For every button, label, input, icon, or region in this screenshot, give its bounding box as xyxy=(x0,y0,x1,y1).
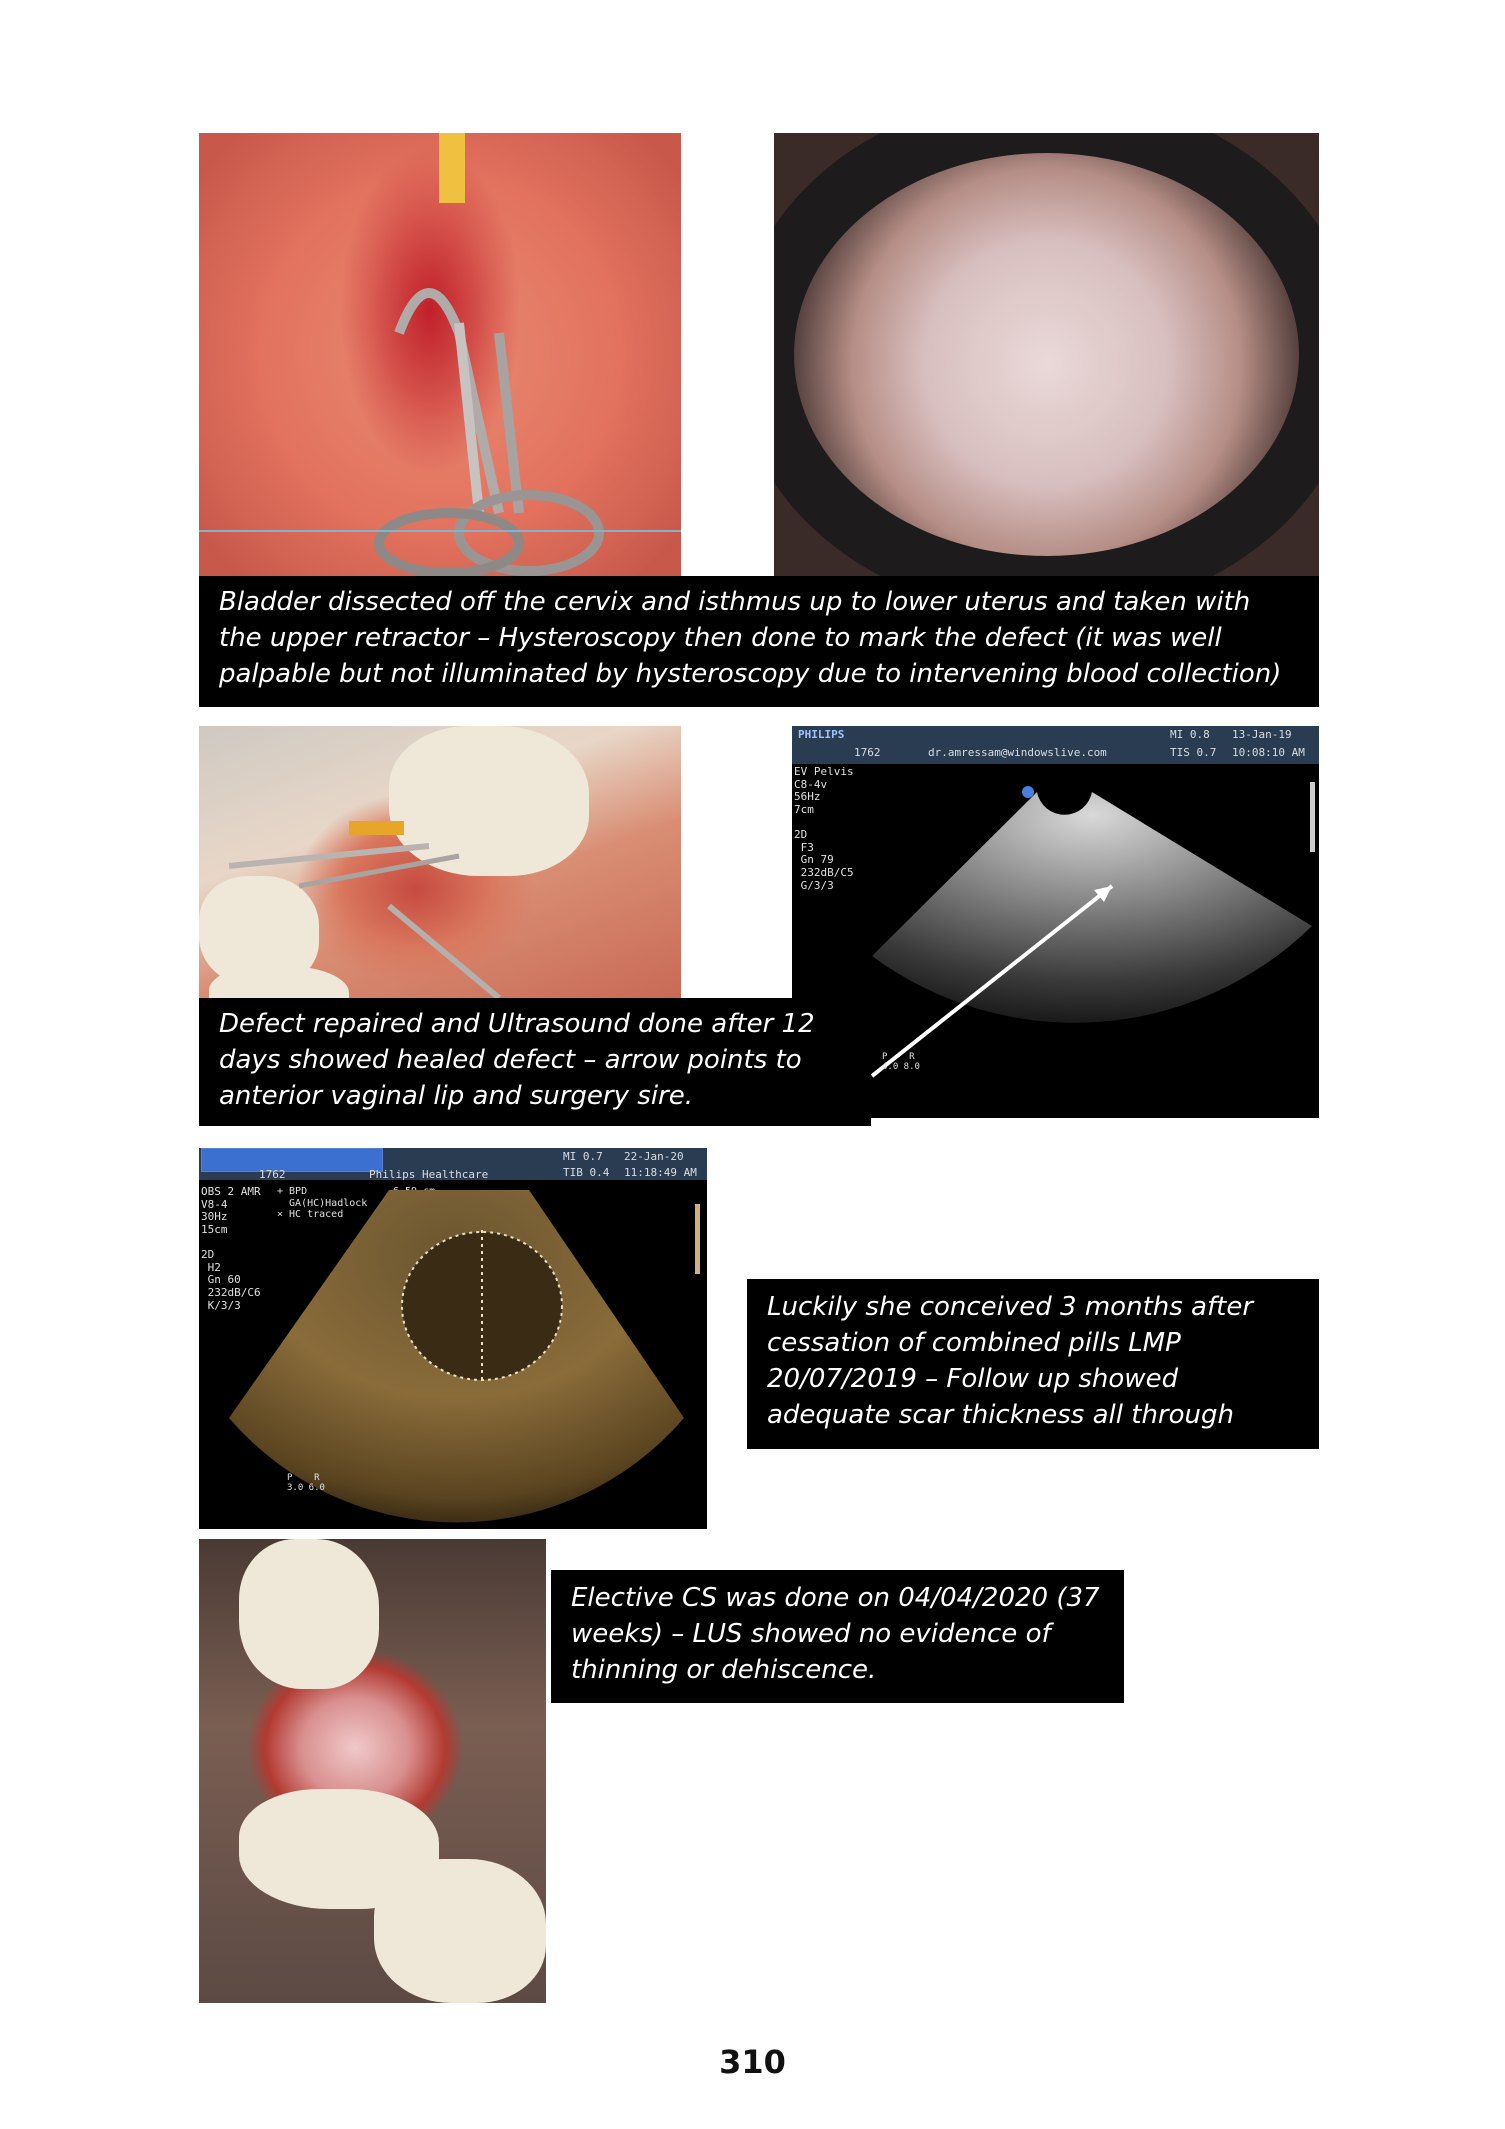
ultrasound-pelvis-image xyxy=(792,726,1319,1118)
ultrasound-mi: MI 0.8 xyxy=(1170,728,1210,741)
ultrasound-tis: TIS 0.7 xyxy=(1170,746,1217,759)
ultrasound-pelvis-scan xyxy=(792,726,1319,1118)
suture-instruments-graphic xyxy=(199,726,681,998)
retractor-instruments-graphic xyxy=(199,133,681,576)
ultrasound-obs-scale: P R 3.0 6.0 xyxy=(287,1473,325,1494)
ultrasound-id: 1762 xyxy=(854,746,881,759)
ultrasound-email: dr.amressam@windowslive.com xyxy=(928,746,1107,759)
hysteroscopy-photo xyxy=(774,133,1319,576)
vaginal-surgery-photo xyxy=(199,133,681,576)
page-number: 310 xyxy=(719,2043,786,2081)
caption-bladder-dissection: Bladder dissected off the cervix and isthmus up to lower uterus and taken with the upper retractor – Hysteroscopy then done to mark the defect (it was well palpable but not illuminated by hysteroscopy due to intervening blood collection) xyxy=(199,576,1319,707)
caption-elective-cs: Elective CS was done on 04/04/2020 (37 weeks) – LUS showed no evidence of thinning or dehiscence. xyxy=(551,1570,1124,1703)
ultrasound-brand: PHILIPS xyxy=(798,728,845,741)
defect-repair-photo xyxy=(199,726,681,998)
ultrasound-obs-measure-labels: + BPD GA(HC)Hadlock × HC traced xyxy=(277,1186,368,1220)
ultrasound-obs-tib: TIB 0.4 xyxy=(563,1166,610,1179)
ultrasound-time: 10:08:10 AM xyxy=(1232,746,1305,759)
ultrasound-obs-brand: Philips Healthcare xyxy=(369,1168,489,1181)
caption-conception: Luckily she conceived 3 months after cessation of combined pills LMP 20/07/2019 – Follow up showed adequate scar thickness all through xyxy=(747,1279,1319,1449)
ultrasound-obstetric-image xyxy=(199,1148,707,1529)
cesarean-section-photo xyxy=(199,1539,546,2003)
ultrasound-obs-id: 1762 xyxy=(259,1168,286,1181)
ultrasound-obs-time: 11:18:49 AM xyxy=(624,1166,697,1179)
ultrasound-scale: P R 4.0 8.0 xyxy=(882,1052,920,1073)
ultrasound-obs-scan xyxy=(199,1148,707,1529)
ultrasound-params: EV Pelvis C8-4v 56Hz 7cm 2D F3 Gn 79 232dB/C5 G/3/3 xyxy=(794,765,854,892)
ultrasound-obs-params: OBS 2 AMR V8-4 30Hz 15cm 2D H2 Gn 60 232dB/C6 K/3/3 xyxy=(201,1185,261,1312)
ultrasound-obs-mi: MI 0.7 xyxy=(563,1150,603,1163)
caption-defect-repaired: Defect repaired and Ultrasound done after 12 days showed healed defect – arrow points to anterior vaginal lip and surgery sire. xyxy=(199,998,871,1126)
ultrasound-date: 13-Jan-19 xyxy=(1232,728,1292,741)
ultrasound-obs-date: 22-Jan-20 xyxy=(624,1150,684,1163)
